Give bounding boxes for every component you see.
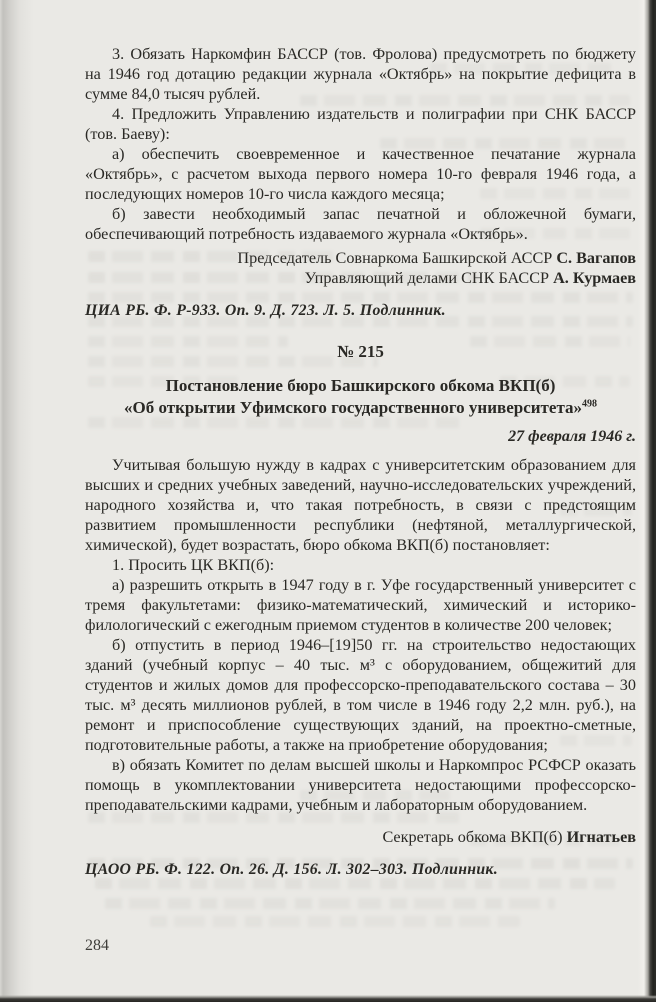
paragraph: 3. Обязать Наркомфин БАССР (тов. Фролова) предусмотреть по бюджету на 1946 год дотацию редакции журнала «Октябрь» на покрытие дефицита в сумме 84,0 тысяч рублей. <box>85 45 636 103</box>
signature-block <box>85 827 636 847</box>
archive-reference: ЦИА РБ. Ф. Р-933. Оп. 9. Д. 723. Л. 5. Подлинник. <box>85 302 446 319</box>
signature-role: Секретарь обкома ВКП(б) <box>382 828 567 846</box>
paragraph: Учитывая большую нужду в кадрах с университетским образованием для высших и средних учебных заведений, научно-исследовательских учреждений, народного хозяйства и, что такая потребность, в связи с предстоящим развитием промышленности республики (нефтяной, металлургической, химической), будет возрастать, бюро обкома ВКП(б) постановляет: <box>85 456 636 554</box>
paragraph: в) обязать Комитет по делам высшей школы и Наркомпрос РСФСР оказать помощь в укомплектовании университета недостающими профессорско-преподавательскими кадрами, учебным и лабораторным оборудованием. <box>85 756 636 814</box>
paragraph: б) завести необходимый запас печатной и обложечной бумаги, обеспечивающий потребность издаваемого журнала «Октябрь». <box>85 205 636 243</box>
document-number: № 215 <box>337 342 384 361</box>
signature-line <box>85 248 636 268</box>
bleedthrough-text-artifact <box>105 898 555 909</box>
document-date: 27 февраля 1946 г. <box>508 428 636 445</box>
signature-role: Председатель Совнаркома Башкирской АССР <box>237 249 557 267</box>
footnote-marker: 498 <box>582 398 597 410</box>
document-title <box>85 375 636 419</box>
paragraph: 4. Предложить Управлению издательств и полиграфии при СНК БАССР (тов. Баеву): <box>85 105 636 143</box>
paragraph: б) отпустить в период 1946–[19]50 гг. на строительство недостающих зданий (учебный корпус – 40 тыс. м³ с оборудованием, общежитий для студентов и жилых домов для профессорско-преподавательского состава – 30 тыс. м³ десять миллионов рублей, в том числе в 1946 году 2,2 млн. руб.), на ремонт и приспособление существующих зданий, на проектно-сметные, подготовительные работы, а также на приобретение оборудования; <box>85 636 636 754</box>
signature-line <box>85 827 636 847</box>
bleedthrough-text-artifact <box>150 916 520 927</box>
scan-edge-bottom <box>0 995 656 1002</box>
signature-name: С. Вагапов <box>556 249 636 267</box>
document-previous-resolution <box>85 44 636 321</box>
paragraph: а) обеспечить своевременное и качественное печатание журнала «Октябрь», с расчетом выхода первого номера 10-го февраля 1946 года, а последующих номеров 10-го числа каждого месяца; <box>85 145 636 203</box>
scan-edge-right <box>638 0 656 1002</box>
signature-name: А. Курмаев <box>553 269 636 287</box>
page-content <box>85 44 636 880</box>
archive-reference: ЦАОО РБ. Ф. 122. Оп. 26. Д. 156. Л. 302–303. Подлинник. <box>85 861 498 878</box>
page-number: 284 <box>85 937 109 954</box>
signature-line <box>85 268 636 288</box>
paragraph: а) разрешить открыть в 1947 году в г. Уфе государственный университет с тремя факультетами: физико-математический, химический и историко-филологический с ежегодным приемом студентов в количестве 200 человек; <box>85 576 636 634</box>
signature-role: Управляющий делами СНК БАССР <box>304 269 554 287</box>
signature-name: Игнатьев <box>566 828 636 846</box>
document-title-line2: «Об открытии Уфимского государственного университета» <box>123 398 582 417</box>
paragraph: 1. Просить ЦК ВКП(б): <box>112 556 275 574</box>
book-gutter-shadow <box>0 0 34 1002</box>
document-215 <box>85 342 636 880</box>
signature-block <box>85 248 636 288</box>
document-title-line1: Постановление бюро Башкирского обкома ВКП(б) <box>165 376 556 395</box>
